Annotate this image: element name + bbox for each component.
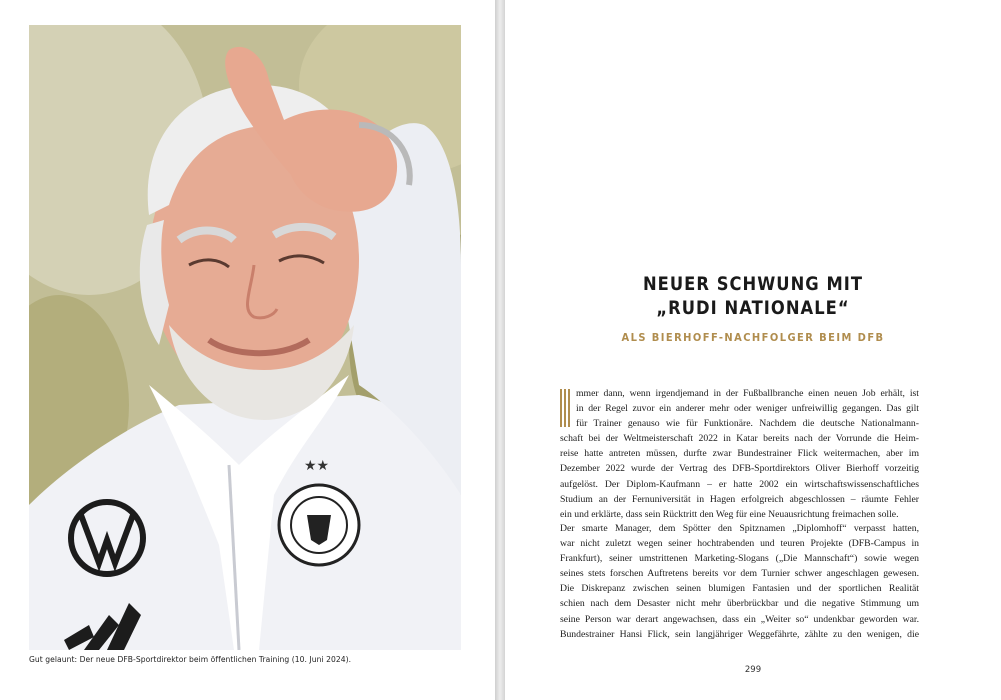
- coach-illustration: [29, 25, 461, 650]
- text-line: Der smarte Manager, dem Spötter den Spitznamen „Diplomhoff“ verpasst hatten,: [560, 523, 919, 534]
- text-line: Bundestrainer Hansi Flick, sein langjähriger Weggefährte, zählte zu den wenigen, die: [560, 628, 919, 640]
- text-line: aufgelöst. Der Diplom-Kaufmann – er hatte 2002 ein wirtschaftswissenschaftliches: [560, 478, 919, 490]
- text-line: für Trainer genauso wie für Funktionäre. Nachdem die deutsche Nationalmann-: [576, 418, 919, 430]
- text-line: mmer dann, wenn irgendjemand in der Fußballbranche einen neuen Job erhält, ist: [576, 388, 919, 399]
- text-line: Studium an der Fernuniversität in Hagen erfolgreich abgeschlossen – räumte Fehler: [560, 493, 919, 505]
- chapter-subtitle: ALS BIERHOFF-NACHFOLGER BEIM DFB: [621, 331, 885, 344]
- text-line: Dezember 2022 wurde der Vertrag des DFB-Sportdirektors Oliver Bierhoff vorzeitig: [560, 463, 919, 475]
- photo-caption: Gut gelaunt: Der neue DFB-Sportdirektor beim öffentlichen Training (10. Juni 2024).: [29, 655, 352, 664]
- chapter-title-line2: „RUDI NATIONALE“: [656, 297, 850, 319]
- text-line: schien nach dem Desaster nicht mehr überbrückbar und die negative Stimmung um: [560, 598, 919, 610]
- page-number: 299: [744, 665, 762, 675]
- chapter-title: [505, 272, 1001, 320]
- paragraph-1: [560, 386, 919, 522]
- book-gutter: [495, 0, 505, 700]
- text-line: Die Diskrepanz zwischen seinen blumigen Fantasien und der sportlichen Realität: [560, 583, 919, 595]
- text-line: Frankfurt), seiner umstrittenen Marketing-Slogans („Die Mannschaft“) sowie wegen: [560, 553, 919, 565]
- text-line: seines stets forschen Auftretens bereits vor dem Turnier schwer angeschlagen gewesen.: [560, 568, 919, 580]
- coach-photo: [29, 25, 461, 650]
- paragraph-2: [560, 521, 919, 642]
- text-line: ein und erklärte, dass sein Rücktritt den Weg für eine Neuausrichtung freimachen solle.: [560, 508, 899, 520]
- text-line: seine Person war derart angewachsen, dass ein „Weiter so“ undenkbar geworden war.: [560, 613, 919, 625]
- chapter-title-line1: NEUER SCHWUNG MIT: [642, 273, 864, 295]
- text-line: war nicht zuletzt wegen seiner hochtrabenden und teuren Projekte (DFB-Campus in: [560, 538, 919, 550]
- text-line: in der Regel zuvor ein anderer mehr oder weniger unfreiwillig gegangen. Das gilt: [576, 403, 919, 415]
- svg-text:★★: ★★: [304, 458, 330, 474]
- text-line: schaft bei der Weltmeisterschaft 2022 in Katar bereits nach der Vorrunde die Heim-: [560, 433, 919, 445]
- text-line: reise hatte antreten müssen, durfte zwar Bundestrainer Flick weitermachen, aber im: [560, 448, 919, 460]
